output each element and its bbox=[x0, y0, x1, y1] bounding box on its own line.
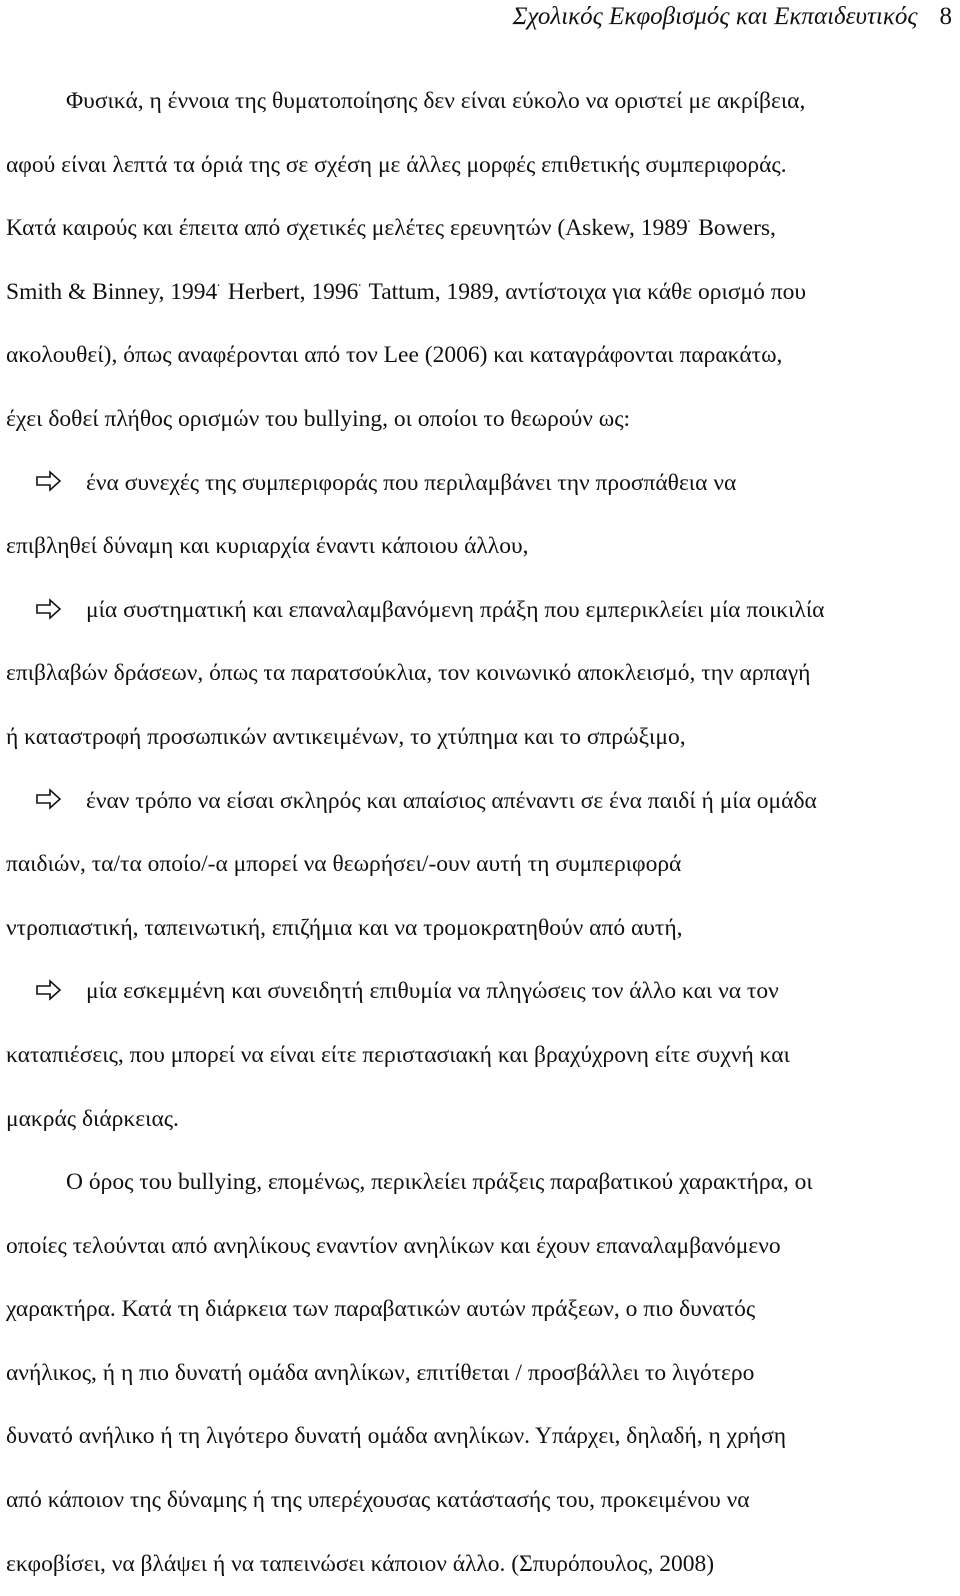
citation-text: Tattum, 1989, αντίστοιχα για κάθε ορισμό που bbox=[363, 278, 806, 305]
citation-text: Bowers, bbox=[692, 215, 776, 242]
paragraph-2-line-1: Ο όρος του bullying, επομένως, περικλείει πράξεις παραβατικού χαρακτήρα, οι bbox=[66, 1169, 813, 1196]
bullet-1-line-1 bbox=[6, 452, 954, 516]
citation-text: Herbert, 1996 bbox=[221, 278, 359, 305]
citation-separator: · bbox=[357, 278, 363, 294]
header-title: Σχολικός Εκφοβισμός και Εκπαιδευτικός bbox=[512, 3, 918, 30]
paragraph-2-line-2: οποίες τελούνται από ανηλίκους εναντίον ανηλίκων και έχουν επαναλαμβανόμενο bbox=[6, 1232, 781, 1259]
paragraph-1-line-2: αφού είναι λεπτά τα όριά της σε σχέση με άλλες μορφές επιθετικής συμπεριφοράς. bbox=[6, 151, 787, 178]
paragraph-1-line-5: ακολουθεί), όπως αναφέρονται από τον Lee (2006) και καταγράφονται παρακάτω, bbox=[6, 342, 783, 369]
bullet-3-continuation-1: παιδιών, τα/τα οποίο/-α μπορεί να θεωρήσει/-ουν αυτή τη συμπεριφορά bbox=[6, 851, 682, 878]
outlined-arrow-icon bbox=[36, 788, 62, 810]
citation-text: Κατά καιρούς και έπειτα από σχετικές μελέτες ερευνητών (Askew, 1989 bbox=[6, 215, 688, 242]
citation-separator: · bbox=[216, 278, 221, 294]
bullet-1-text: ένα συνεχές της συμπεριφοράς που περιλαμβάνει την προσπάθεια να bbox=[86, 469, 737, 496]
citation-text: Smith & Binney, 1994 bbox=[6, 278, 218, 305]
bullet-4-text: μία εσκεμμένη και συνειδητή επιθυμία να πληγώσεις τον άλλο και να τον bbox=[86, 978, 779, 1005]
bullet-3-continuation-2: ντροπιαστική, ταπεινωτική, επιζήμια και να τρομοκρατηθούν από αυτή, bbox=[6, 914, 683, 941]
bullet-1-continuation-1: επιβληθεί δύναμη και κυριαρχία έναντι κάποιου άλλου, bbox=[6, 533, 529, 560]
bullet-4-continuation-2: μακράς διάρκειας. bbox=[6, 1105, 179, 1132]
citation-separator: · bbox=[686, 215, 692, 231]
body-text bbox=[6, 70, 954, 1596]
bullet-4-continuation-1: καταπιέσεις, που μπορεί να είναι είτε περιστασιακή και βραχύχρονη είτε συχνή και bbox=[6, 1041, 790, 1068]
paragraph-1-line-6: έχει δοθεί πλήθος ορισμών του bullying, οι οποίοι το θεωρούν ως: bbox=[6, 405, 631, 432]
paragraph-2-line-7: εκφοβίσει, να βλάψει ή να ταπεινώσει κάποιον άλλο. (Σπυρόπουλος, 2008) bbox=[6, 1550, 715, 1577]
paragraph-2-line-6: από κάποιον της δύναμης ή της υπερέχουσας κατάστασής του, προκειμένου να bbox=[6, 1487, 750, 1514]
paragraph-2-line-5: δυνατό ανήλικο ή τη λιγότερο δυνατή ομάδα ανηλίκων. Υπάρχει, δηλαδή, η χρήση bbox=[6, 1423, 787, 1450]
bullet-3-line-1 bbox=[6, 770, 954, 834]
paragraph-2-line-3: χαρακτήρα. Κατά τη διάρκεια των παραβατικών αυτών πράξεων, ο πιο δυνατός bbox=[6, 1296, 756, 1323]
bullet-4-line-1 bbox=[6, 960, 954, 1024]
paragraph-1-line-1: Φυσικά, η έννοια της θυματοποίησης δεν είναι εύκολο να οριστεί με ακρίβεια, bbox=[66, 88, 806, 114]
paragraph-1-line-3 bbox=[6, 197, 954, 261]
paragraph-1-line-4 bbox=[6, 261, 954, 325]
outlined-arrow-icon bbox=[36, 979, 62, 1001]
bullet-3-text: έναν τρόπο να είσαι σκληρός και απαίσιος απέναντι σε ένα παιδί ή μία ομάδα bbox=[86, 787, 817, 814]
page-number: 8 bbox=[939, 3, 952, 30]
paragraph-2-line-4: ανήλικος, ή η πιο δυνατή ομάδα ανηλίκων, επιτίθεται / προσβάλλει το λιγότερο bbox=[6, 1359, 755, 1386]
running-header bbox=[513, 2, 952, 32]
bullet-2-continuation-1: επιβλαβών δράσεων, όπως τα παρατσούκλια, τον κοινωνικό αποκλεισμό, την αρπαγή bbox=[6, 660, 811, 687]
bullet-2-line-1 bbox=[6, 579, 954, 643]
bullet-2-continuation-2: ή καταστροφή προσωπικών αντικειμένων, το χτύπημα και το σπρώξιμο, bbox=[6, 723, 686, 750]
outlined-arrow-icon bbox=[36, 470, 62, 492]
bullet-2-text: μία συστηματική και επαναλαμβανόμενη πράξη που εμπερικλείει μία ποικιλία bbox=[86, 596, 825, 623]
outlined-arrow-icon bbox=[36, 598, 62, 620]
